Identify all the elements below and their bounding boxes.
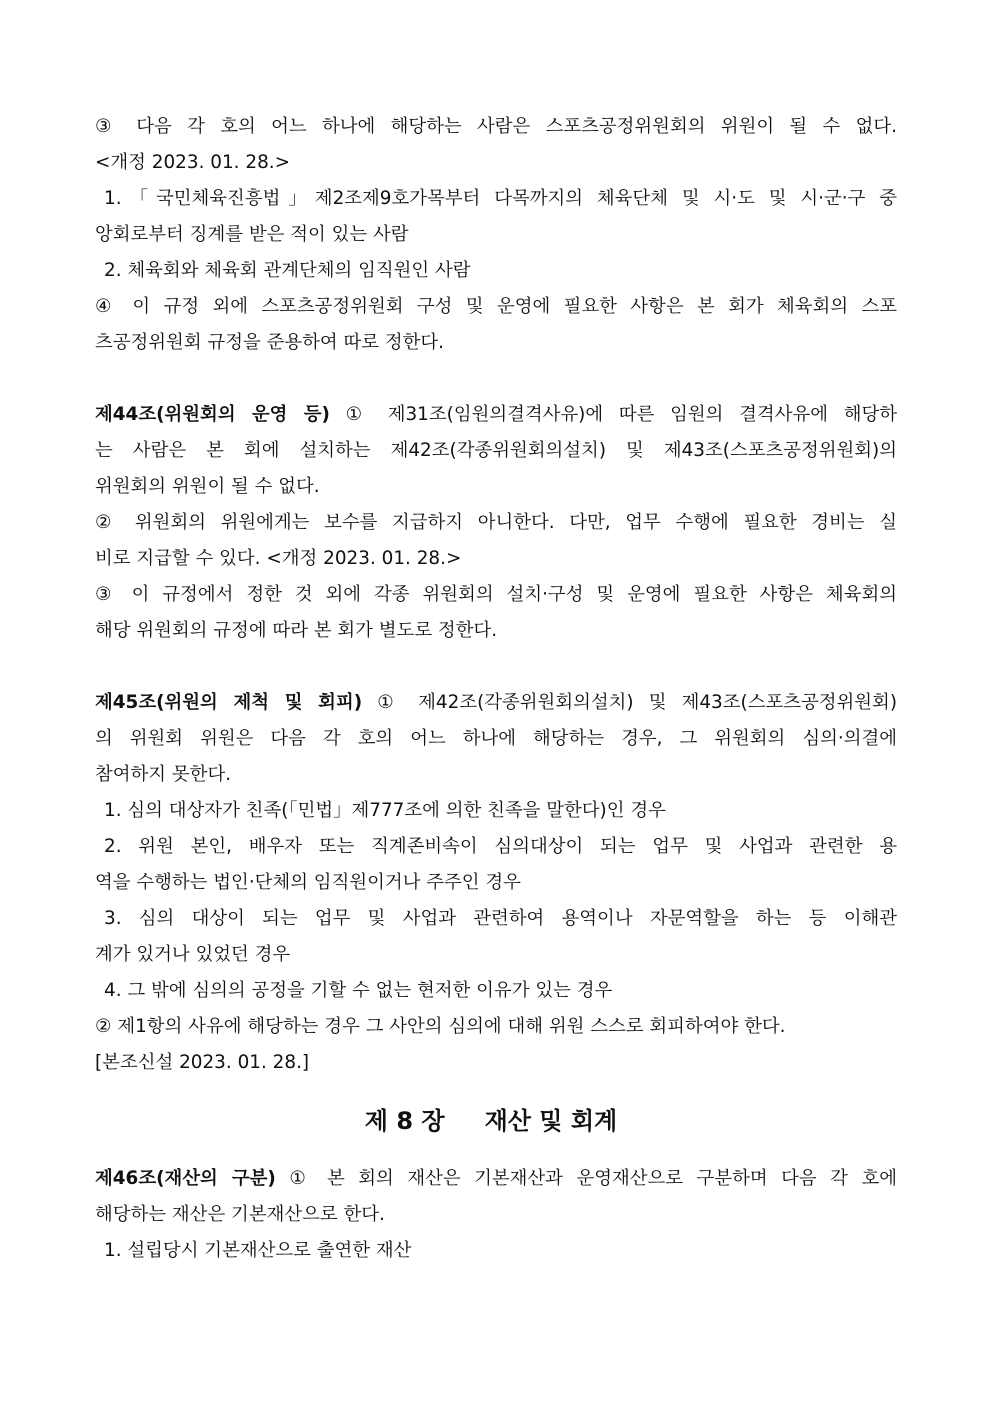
- list-item-continuation: 역을 수행하는 법인·단체의 임직원이거나 주주인 경우: [95, 872, 521, 893]
- paragraph-line: 참여하지 못한다.: [95, 764, 232, 785]
- paragraph-line: 의 위원회 위원은 다음 각 호의 어느 하나에 해당하는 경우, 그 위원회의 심의·의결에: [95, 728, 897, 749]
- article-title: 제45조(위원의 제척 및 회피): [95, 692, 363, 713]
- list-item: 1. 심의 대상자가 친족(「민법」제777조에 의한 친족을 말한다)인 경우: [104, 800, 666, 821]
- paragraph-line: ③ 이 규정에서 정한 것 외에 각종 위원회의 설치·구성 및 운영에 필요한 사항은 체육회의: [95, 584, 897, 605]
- spacer: [95, 649, 897, 685]
- article-title: 제44조(위원회의 운영 등): [95, 404, 330, 425]
- paragraph-text: ① 제31조(임원의결격사유)에 따른 임원의 결격사유에 해당하: [329, 404, 897, 425]
- article-44-heading-line: [95, 397, 897, 433]
- list-item: 4. 그 밖에 심의의 공정을 기할 수 없는 현저한 이유가 있는 경우: [104, 980, 613, 1001]
- list-item: 2. 체육회와 체육회 관계단체의 임직원인 사람: [104, 260, 471, 281]
- paragraph-line: 는 사람은 본 회에 설치하는 제42조(각종위원회의설치) 및 제43조(스포츠공정위원회)의: [95, 440, 897, 461]
- document-page: [95, 109, 897, 1269]
- paragraph-text: ① 본 회의 재산은 기본재산과 운영재산으로 구분하며 다음 각 호에: [275, 1168, 897, 1189]
- chapter-heading: [85, 1081, 897, 1161]
- article-46-heading-line: [95, 1161, 897, 1197]
- list-item-continuation: 앙회로부터 징계를 받은 적이 있는 사람: [95, 224, 409, 245]
- list-item: 1.「국민체육진흥법」제2조제9호가목부터 다목까지의 체육단체 및 시·도 및 시·군·구 중: [104, 188, 897, 209]
- list-item: 2. 위원 본인, 배우자 또는 직계존비속이 심의대상이 되는 업무 및 사업과 관련한 용: [104, 836, 897, 857]
- paragraph-line: ② 제1항의 사유에 해당하는 경우 그 사안의 심의에 대해 위원 스스로 회피하여야 한다.: [95, 1016, 786, 1037]
- paragraph-line: ② 위원회의 위원에게는 보수를 지급하지 아니한다. 다만, 업무 수행에 필요한 경비는 실: [95, 512, 897, 533]
- list-item: 1. 설립당시 기본재산으로 출연한 재산: [104, 1240, 412, 1261]
- chapter-number: 제 8 장: [364, 1107, 445, 1135]
- paragraph-line: ④ 이 규정 외에 스포츠공정위원회 구성 및 운영에 필요한 사항은 본 회가 체육회의 스포: [95, 296, 897, 317]
- paragraph-line: 해당하는 재산은 기본재산으로 한다.: [95, 1204, 385, 1225]
- paragraph-line: ③ 다음 각 호의 어느 하나에 해당하는 사람은 스포츠공정위원회의 위원이 될 수 없다.: [95, 116, 897, 137]
- amendment-note: [본조신설 2023. 01. 28.]: [95, 1052, 310, 1073]
- paragraph-line: 위원회의 위원이 될 수 없다.: [95, 476, 320, 497]
- paragraph-text: ① 제42조(각종위원회의설치) 및 제43조(스포츠공정위원회): [362, 692, 897, 713]
- article-title: 제46조(재산의 구분): [95, 1168, 276, 1189]
- list-item: 3. 심의 대상이 되는 업무 및 사업과 관련하여 용역이나 자문역할을 하는 등 이해관: [104, 908, 897, 929]
- list-item-continuation: 계가 있거나 있었던 경우: [95, 944, 291, 965]
- spacer: [95, 361, 897, 397]
- paragraph-line: 해당 위원회의 규정에 따라 본 회가 별도로 정한다.: [95, 620, 498, 641]
- chapter-title: 재산 및 회계: [484, 1107, 618, 1135]
- paragraph-line: 비로 지급할 수 있다. <개정 2023. 01. 28.>: [95, 548, 462, 569]
- article-45-heading-line: [95, 685, 897, 721]
- paragraph-line: 츠공정위원회 규정을 준용하여 따로 정한다.: [95, 332, 445, 353]
- amendment-note: <개정 2023. 01. 28.>: [95, 152, 291, 173]
